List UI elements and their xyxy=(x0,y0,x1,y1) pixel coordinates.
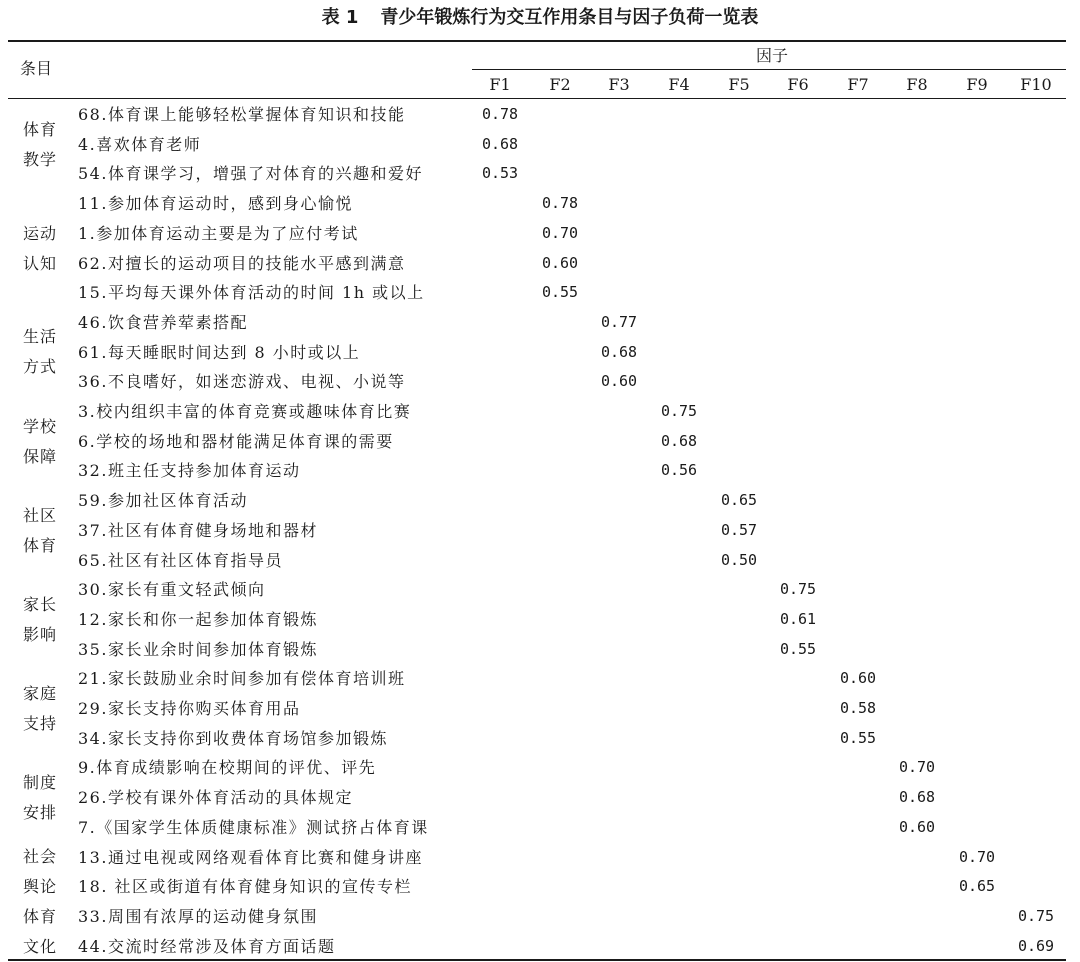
item-text: 36.不良嗜好，如迷恋游戏、电视、小说等 xyxy=(78,372,406,392)
loading-value: 0.53 xyxy=(481,164,519,183)
factor-header-f3: F3 xyxy=(608,75,630,94)
loading-value: 0.60 xyxy=(600,372,638,391)
loading-value: 0.68 xyxy=(481,134,519,153)
loading-value: 0.60 xyxy=(541,253,579,272)
loading-value: 0.75 xyxy=(660,402,698,420)
group-label-line1: 社区 xyxy=(22,505,57,525)
table-row xyxy=(0,427,1080,457)
group-label-line1: 家庭 xyxy=(22,683,57,703)
table-row xyxy=(0,456,1080,486)
loading-value: 0.60 xyxy=(898,817,936,836)
factor-header-f8: F8 xyxy=(906,75,928,94)
table-row xyxy=(0,516,1080,546)
group-label-line2: 保障 xyxy=(22,446,57,466)
group-label-line2: 支持 xyxy=(22,713,57,733)
factor-header-f7: F7 xyxy=(847,75,869,94)
loading-value: 0.78 xyxy=(481,105,519,123)
table-row xyxy=(0,308,1080,338)
item-text: 7.《国家学生体质健康标准》测试挤占体育课 xyxy=(78,817,429,837)
factor-header-f9: F9 xyxy=(966,75,988,94)
group-label-line2: 方式 xyxy=(22,357,57,377)
table-row xyxy=(0,635,1080,665)
group-label-line1: 家长 xyxy=(22,594,57,614)
table-row xyxy=(0,486,1080,516)
loading-value: 0.50 xyxy=(720,550,758,569)
item-text: 4.喜欢体育老师 xyxy=(78,134,202,154)
item-text: 68.体育课上能够轻松掌握体育知识和技能 xyxy=(78,105,406,124)
loading-value: 0.68 xyxy=(898,788,936,807)
group-label-line2: 教学 xyxy=(22,149,57,169)
table-caption: 青少年锻炼行为交互作用条目与因子负荷一览表 xyxy=(380,7,759,28)
group-label-line2: 文化 xyxy=(22,936,57,956)
loading-value: 0.65 xyxy=(720,491,758,510)
item-text: 12.家长和你一起参加体育锻炼 xyxy=(78,609,318,629)
header-bottom-rule xyxy=(8,98,1066,99)
item-text: 1.参加体育运动主要是为了应付考试 xyxy=(78,223,359,243)
group-label-line2: 舆论 xyxy=(22,877,57,897)
item-text: 9.体育成绩影响在校期间的评优、评先 xyxy=(78,758,377,778)
table-row xyxy=(0,872,1080,902)
table-row xyxy=(0,338,1080,368)
item-text: 15.平均每天课外体育活动的时间 1h 或以上 xyxy=(78,283,425,303)
loading-value: 0.65 xyxy=(958,877,996,896)
loading-value: 0.68 xyxy=(600,342,638,361)
factor-header-f1: F1 xyxy=(489,75,511,94)
table-row xyxy=(0,189,1080,219)
loading-value: 0.55 xyxy=(541,283,579,302)
group-label-line1: 运动 xyxy=(22,223,57,243)
group-label-line2: 体育 xyxy=(22,535,57,555)
item-text: 3.校内组织丰富的体育竞赛或趣味体育比赛 xyxy=(78,402,412,421)
table-row xyxy=(0,664,1080,694)
loading-value: 0.75 xyxy=(779,580,817,599)
loading-value: 0.56 xyxy=(660,461,698,480)
table-row xyxy=(0,932,1080,962)
loading-value: 0.70 xyxy=(541,223,579,242)
group-label-line1: 社会 xyxy=(22,847,57,867)
factor-header-f4: F4 xyxy=(668,75,690,94)
item-text: 62.对擅长的运动项目的技能水平感到满意 xyxy=(78,253,406,273)
table-row xyxy=(0,100,1080,130)
group-label-line2: 安排 xyxy=(22,802,57,822)
item-text: 32.班主任支持参加体育运动 xyxy=(78,461,301,481)
factor-header-f10: F10 xyxy=(1020,75,1052,94)
group-label-line2: 影响 xyxy=(22,624,57,644)
item-text: 37.社区有体育健身场地和器材 xyxy=(78,520,318,540)
loading-value: 0.70 xyxy=(958,847,996,866)
item-text: 35.家长业余时间参加体育锻炼 xyxy=(78,639,318,659)
item-text: 61.每天睡眠时间达到 8 小时或以上 xyxy=(78,342,361,362)
item-text: 33.周围有浓厚的运动健身氛围 xyxy=(78,906,318,926)
group-label-line1: 制度 xyxy=(22,772,57,792)
item-text: 26.学校有课外体育活动的具体规定 xyxy=(78,788,353,808)
table-row xyxy=(0,753,1080,783)
group-label-line1: 生活 xyxy=(22,327,57,347)
item-text: 21.家长鼓励业余时间参加有偿体育培训班 xyxy=(78,669,406,689)
item-text: 34.家长支持你到收费体育场馆参加锻炼 xyxy=(78,728,388,748)
table-row xyxy=(0,219,1080,249)
table-row xyxy=(0,605,1080,635)
item-text: 44.交流时经常涉及体育方面话题 xyxy=(78,936,336,956)
factor-header-f5: F5 xyxy=(728,75,750,94)
factor-column-header: 因子 xyxy=(755,46,788,65)
loading-value: 0.58 xyxy=(839,699,877,717)
factor-header-rule xyxy=(472,69,1066,70)
loading-value: 0.75 xyxy=(1017,906,1055,925)
table-row xyxy=(0,694,1080,724)
group-label-line1: 学校 xyxy=(22,416,57,436)
group-label-line1: 体育 xyxy=(22,119,57,139)
table-row xyxy=(0,159,1080,189)
table-number: 表 1 xyxy=(321,7,359,28)
table-row xyxy=(0,130,1080,160)
loading-value: 0.68 xyxy=(660,431,698,450)
table-row xyxy=(0,843,1080,873)
table-row xyxy=(0,367,1080,397)
table-row xyxy=(0,724,1080,754)
table-row xyxy=(0,813,1080,843)
item-text: 59.参加社区体育活动 xyxy=(78,491,248,511)
table-row xyxy=(0,546,1080,576)
item-text: 65.社区有社区体育指导员 xyxy=(78,550,283,570)
loading-value: 0.57 xyxy=(720,520,758,539)
loading-value: 0.69 xyxy=(1017,936,1055,955)
item-text: 18. 社区或街道有体育健身知识的宣传专栏 xyxy=(78,877,413,897)
item-text: 29.家长支持你购买体育用品 xyxy=(78,699,301,718)
item-text: 30.家长有重文轻武倾向 xyxy=(78,580,266,600)
item-text: 54.体育课学习，增强了对体育的兴趣和爱好 xyxy=(78,164,423,184)
loading-value: 0.60 xyxy=(839,669,877,688)
table-row xyxy=(0,278,1080,308)
item-text: 6.学校的场地和器材能满足体育课的需要 xyxy=(78,431,394,451)
top-rule xyxy=(8,40,1066,42)
table-title xyxy=(0,4,1080,32)
factor-header-f6: F6 xyxy=(787,75,809,94)
item-text: 46.饮食营养荤素搭配 xyxy=(78,312,248,332)
group-label-line2: 认知 xyxy=(22,253,57,273)
factor-header-f2: F2 xyxy=(549,75,571,94)
group-label-line1: 体育 xyxy=(22,906,57,926)
item-text: 13.通过电视或网络观看体育比赛和健身讲座 xyxy=(78,847,423,867)
item-column-header: 条目 xyxy=(20,59,53,78)
loading-value: 0.77 xyxy=(600,312,638,331)
table-row xyxy=(0,783,1080,813)
item-text: 11.参加体育运动时，感到身心愉悦 xyxy=(78,194,353,214)
table-row xyxy=(0,397,1080,427)
loading-value: 0.70 xyxy=(898,758,936,777)
loading-value: 0.55 xyxy=(779,639,817,658)
table-row xyxy=(0,902,1080,932)
loading-value: 0.61 xyxy=(779,609,817,628)
loading-value: 0.78 xyxy=(541,194,579,213)
table-row xyxy=(0,575,1080,605)
table-row xyxy=(0,249,1080,279)
loading-value: 0.55 xyxy=(839,728,877,747)
